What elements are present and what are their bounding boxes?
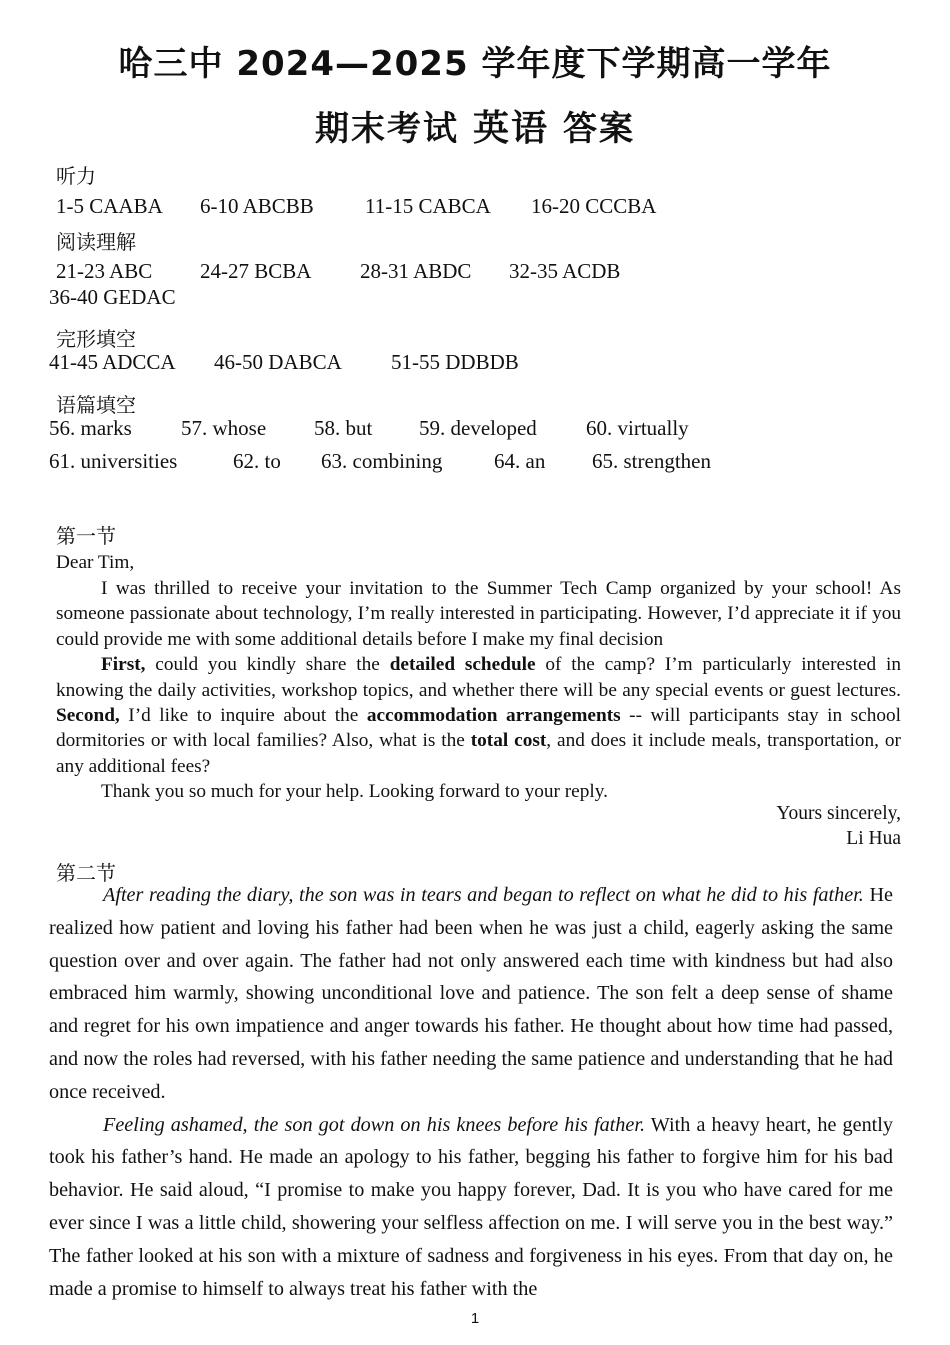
continuation-story xyxy=(49,879,893,1305)
letter-paragraph-2 xyxy=(56,652,901,779)
emphasis-text: First, xyxy=(101,654,146,676)
answer-group: 1-5 CAABA xyxy=(56,194,163,218)
answer-group: 51-55 DDBDB xyxy=(391,350,519,374)
answer-item: 61. universities xyxy=(49,449,178,473)
page-subtitle xyxy=(0,100,950,151)
letter-paragraph-3: Thank you so much for your help. Looking forward to your reply. xyxy=(101,781,608,803)
letter-body xyxy=(56,549,901,805)
answer-item: 65. strengthen xyxy=(592,449,711,473)
answer-item: 59. developed xyxy=(419,416,537,440)
answer-group: 24-27 BCBA xyxy=(200,259,312,283)
section-label-cloze: 完形填空 xyxy=(56,327,136,351)
body-text: , and does it include meals, transportation, or any additional fees? xyxy=(56,730,901,777)
story-paragraph-1 xyxy=(49,879,893,1109)
answer-group: 16-20 CCCBA xyxy=(531,194,657,218)
answer-item: 57. whose xyxy=(181,416,267,440)
section-label-grammar-fill: 语篇填空 xyxy=(56,393,136,417)
subtitle-answers: 答案 xyxy=(563,109,635,149)
body-text: could you kindly share the xyxy=(145,654,390,676)
answer-item: 62. to xyxy=(233,449,281,473)
emphasis-text: accommodation arrangements xyxy=(366,705,621,727)
answer-group: 11-15 CABCA xyxy=(365,194,491,218)
section-label-listening: 听力 xyxy=(56,164,96,188)
story-text: He realized how patient and loving his father had been when he was just a child, eagerly asking the same question over and over again. The father had not only answered each time with kindness but had also embraced him warmly, showing unconditional love and patience. The son felt a deep sense of shame and regret for his own impatience and anger towards his father. He thought about how time had passed, and now the roles had reversed, with his father needing the same patience and understanding that he had once received. xyxy=(49,884,893,1103)
emphasis-text: total cost xyxy=(470,730,547,752)
section-label-reading: 阅读理解 xyxy=(56,230,136,254)
answer-group: 21-23 ABC xyxy=(56,259,153,283)
story-paragraph-2 xyxy=(49,1109,893,1306)
page-title: 哈三中 2024—2025 学年度下学期高一学年 xyxy=(118,44,832,84)
answer-group: 6-10 ABCBB xyxy=(200,194,314,218)
answer-item: 60. virtually xyxy=(586,416,689,440)
answer-group: 32-35 ACDB xyxy=(509,259,621,283)
letter-closing: Yours sincerely, xyxy=(776,803,901,824)
answer-item: 64. an xyxy=(494,449,546,473)
page-number: 1 xyxy=(470,1310,480,1327)
answer-group: 46-50 DABCA xyxy=(214,350,342,374)
section-label-writing-2: 第二节 xyxy=(56,861,116,885)
subtitle-subject: 英语 xyxy=(472,107,549,149)
emphasis-text: Second, xyxy=(56,705,120,727)
answer-item: 63. combining xyxy=(321,449,443,473)
answer-group: 28-31 ABDC xyxy=(360,259,472,283)
story-lead-sentence: Feeling ashamed, the son got down on his knees before his father. xyxy=(103,1113,646,1136)
story-lead-sentence: After reading the diary, the son was in tears and began to reflect on what he did to his father. xyxy=(103,884,864,906)
letter-signature: Li Hua xyxy=(846,828,901,849)
subtitle-exam: 期末考试 xyxy=(314,109,459,149)
answer-group: 41-45 ADCCA xyxy=(49,350,176,374)
body-text: of the camp? I’m particularly interested in knowing the daily activities, workshop topics, and whether there will be any special events or guest lectures. xyxy=(56,654,901,701)
story-text: With a heavy heart, he gently took his father’s hand. He made an apology to his father, begging his father to forgive him for his bad behavior. He said aloud, “I promise to make you happy forever, Dad. It is you who have cared for me ever since I was a little child, showering your selfless affection on me. I will serve you in the best way.” The father looked at his son with a mixture of sadness and forgiveness in his eyes. From that day on, he made a promise to himself to always treat his father with the xyxy=(49,1113,893,1300)
body-text: I’d like to inquire about the xyxy=(119,705,367,727)
answer-item: 56. marks xyxy=(49,416,132,440)
letter-paragraph-1: I was thrilled to receive your invitation to the Summer Tech Camp organized by your school! As someone passionate about technology, I’m really interested in participating. However, I’d appreciate it if you could provide me with some additional details before I make my final decision xyxy=(56,578,901,650)
answer-group: 36-40 GEDAC xyxy=(49,285,176,309)
body-text: -- will participants stay in school dormitories or with local families? Also, what is the xyxy=(56,705,901,752)
answer-item: 58. but xyxy=(314,416,373,440)
emphasis-text: detailed schedule xyxy=(389,654,536,676)
letter-salutation: Dear Tim, xyxy=(56,552,135,573)
section-label-writing-1: 第一节 xyxy=(56,524,116,548)
